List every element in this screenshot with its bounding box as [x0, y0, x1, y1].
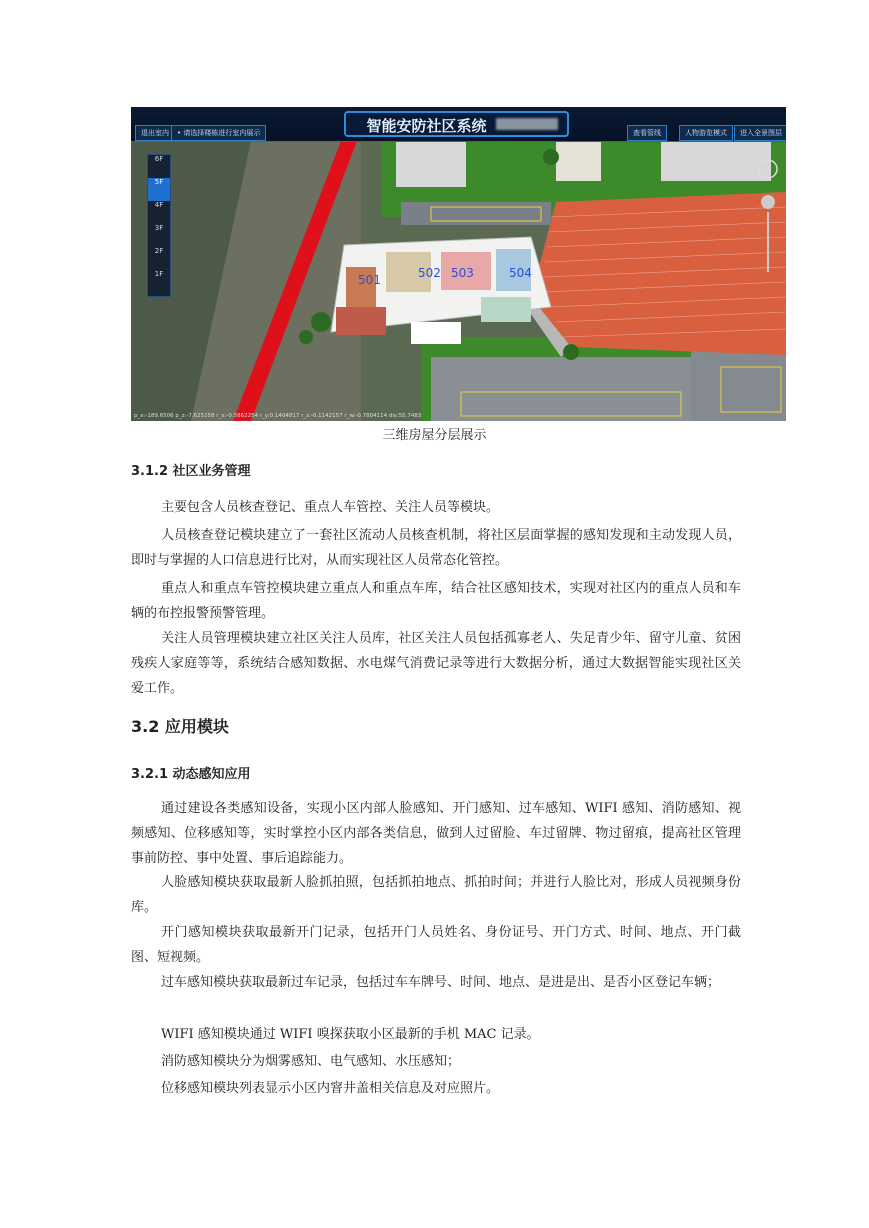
paragraph: 位移感知模块列表显示小区内窨井盖相关信息及对应照片。 [161, 1081, 500, 1096]
floor-button[interactable]: 1F [154, 270, 164, 278]
paragraph: 人员核查登记模块建立了一套社区流动人员核查机制，将社区层面掌握的感知发现和主动发现人员，即时与掌握的人口信息进行比对，从而实现社区人员常态化管控。 [131, 528, 741, 568]
paragraph: 重点人和重点车管控模块建立重点人和重点车库，结合社区感知技术，实现对社区内的重点人员和车辆的布控报警预警管理。 [131, 581, 741, 621]
paragraph: 开门感知模块获取最新开门记录，包括开门人员姓名、身份证号、开门方式、时间、地点、开门截图、短视频。 [131, 925, 741, 965]
paragraph: 主要包含人员核查登记、重点人车管控、关注人员等模块。 [161, 500, 500, 515]
room-label[interactable]: 504 [509, 266, 532, 280]
room-label[interactable]: 502 [418, 266, 441, 280]
coordinate-status: p_x:-189.6506 p_z:-7.625258 r_x:-0.5862254 r_y:0.1404817 r_z:-0.1142157 r_w:-0.7804114 dis:55.7483 [134, 413, 422, 419]
exit-indoor-button[interactable]: 退出室内 [135, 125, 175, 141]
figure-caption: 三维房屋分层展示 [382, 428, 487, 443]
floor-button[interactable]: 4F [154, 201, 164, 209]
room-label[interactable]: 503 [451, 266, 474, 280]
paragraph: 人脸感知模块获取最新人脸抓拍照，包括抓拍地点、抓拍时间；并进行人脸比对，形成人员视频身份库。 [131, 875, 741, 915]
floor-button[interactable]: 3F [154, 224, 164, 232]
full-layer-button[interactable]: 进入全景图层 [734, 125, 786, 141]
paragraph: 过车感知模块获取最新过车记录，包括过车车牌号、时间、地点、是进是出、是否小区登记车辆； [161, 975, 721, 990]
section-heading-3-1-2: 3.1.2 社区业务管理 [131, 464, 251, 479]
section-heading-3-2: 3.2 应用模块 [131, 717, 229, 736]
paragraph: WIFI 感知模块通过 WIFI 嗅探获取小区最新的手机 MAC 记录。 [161, 1027, 540, 1042]
view-pipes-button[interactable]: 查看管线 [627, 125, 667, 141]
room-label[interactable]: 501 [358, 273, 381, 287]
paragraph: 关注人员管理模块建立社区关注人员库，社区关注人员包括孤寡老人、失足青少年、留守儿童、贫困残疾人家庭等等，系统结合感知数据、水电煤气消费记录等进行大数据分析，通过大数据智能实现社区关爱工作。 [131, 631, 741, 696]
floor-button-active[interactable]: 5F [148, 178, 170, 201]
section-heading-3-2-1: 3.2.1 动态感知应用 [131, 767, 251, 782]
3d-building-figure [131, 107, 786, 421]
floor-button[interactable]: 6F [154, 155, 164, 163]
floor-selector [147, 154, 171, 297]
floor-button[interactable]: 2F [154, 247, 164, 255]
blurred-region [496, 118, 558, 130]
hint-text: • 请选择楼栋进行室内展示 [171, 125, 266, 141]
top-bar [131, 107, 786, 142]
scene-illustration [131, 107, 786, 421]
paragraph: 通过建设各类感知设备，实现小区内部人脸感知、开门感知、过车感知、WIFI 感知、消防感知、视频感知、位移感知等，实时掌控小区内部各类信息，做到人过留脸、车过留牌、物过留痕，提高社区管理事前防控、事中处置、事后追踪能力。 [131, 801, 741, 866]
paragraph: 消防感知模块分为烟雾感知、电气感知、水压感知； [161, 1054, 461, 1069]
system-title: 智能安防社区系统 [344, 111, 569, 137]
roam-mode-button[interactable]: 人物游览模式 [679, 125, 733, 141]
